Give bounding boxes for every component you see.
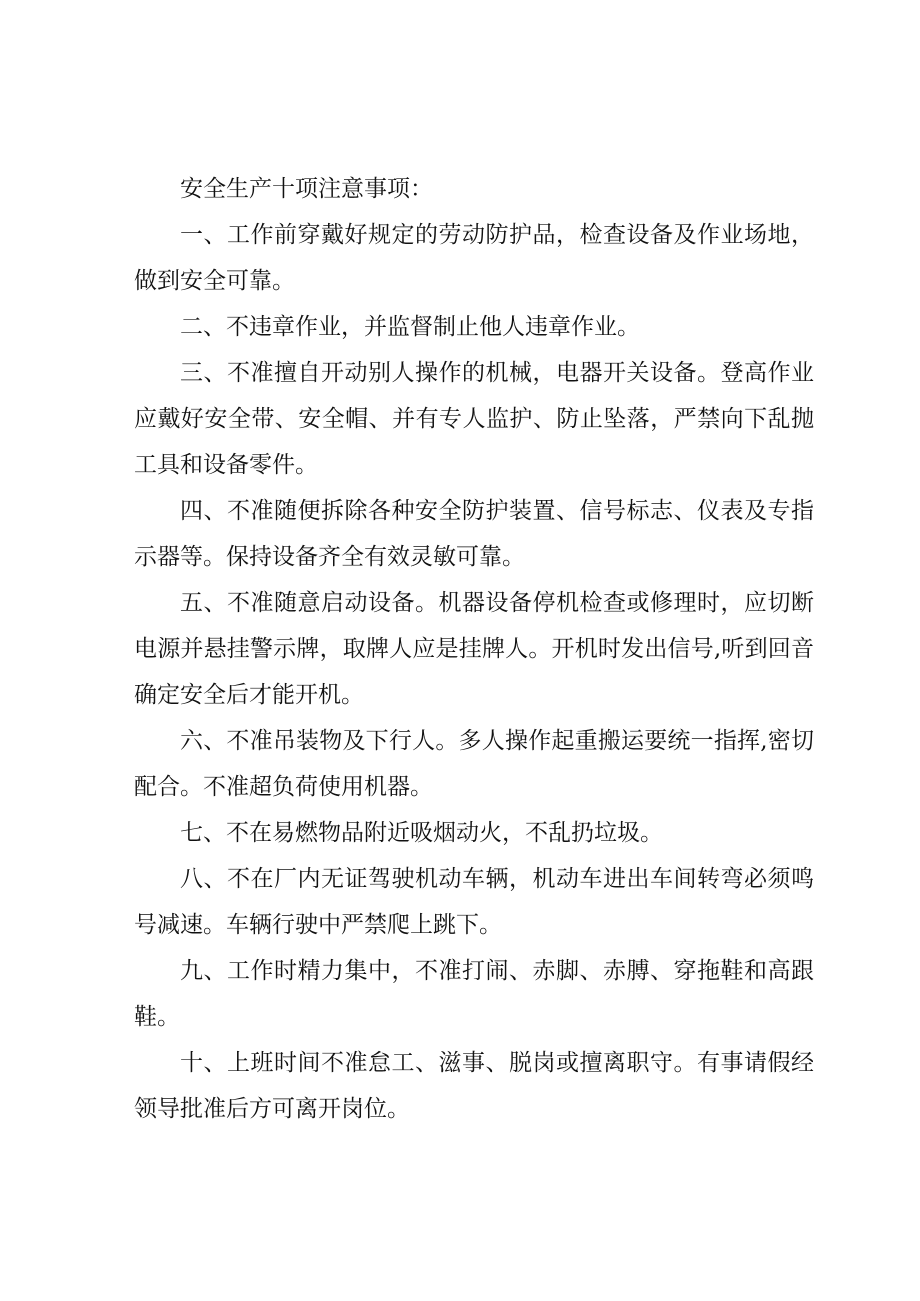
- rule-item-4: 四、不准随便拆除各种安全防护装置、信号标志、仪表及专指示器等。保持设备齐全有效灵敏可靠。: [134, 498, 814, 570]
- rule-item-3: 三、不准擅自开动别人操作的机械，电器开关设备。登高作业应戴好安全带、安全帽、并有专人监护、防止坠落，严禁向下乱抛工具和设备零件。: [134, 360, 814, 478]
- rule-item-6: 六、不准吊装物及下行人。多人操作起重搬运要统一指挥,密切配合。不准超负荷使用机器。: [134, 728, 814, 800]
- rule-item-10: 十、上班时间不准怠工、滋事、脱岗或擅离职守。有事请假经领导批准后方可离开岗位。: [134, 1050, 814, 1122]
- document-body: [134, 166, 814, 1132]
- rule-item-7: 七、不在易燃物品附近吸烟动火，不乱扔垃圾。: [180, 820, 663, 846]
- rule-item-2: 二、不违章作业，并监督制止他人违章作业。: [180, 314, 640, 340]
- rule-item-9: 九、工作时精力集中，不准打闹、赤脚、赤膊、穿拖鞋和高跟鞋。: [134, 958, 814, 1030]
- rule-item-5: 五、不准随意启动设备。机器设备停机检查或修理时，应切断电源并悬挂警示牌，取牌人应是挂牌人。开机时发出信号,听到回音确定安全后才能开机。: [134, 590, 814, 708]
- rule-item-8: 八、不在厂内无证驾驶机动车辆，机动车进出车间转弯必须鸣号减速。车辆行驶中严禁爬上跳下。: [134, 866, 814, 938]
- rule-item-1: 一、工作前穿戴好规定的劳动防护品，检查设备及作业场地，做到安全可靠。: [134, 222, 814, 294]
- document-heading: 安全生产十项注意事项：: [180, 176, 433, 202]
